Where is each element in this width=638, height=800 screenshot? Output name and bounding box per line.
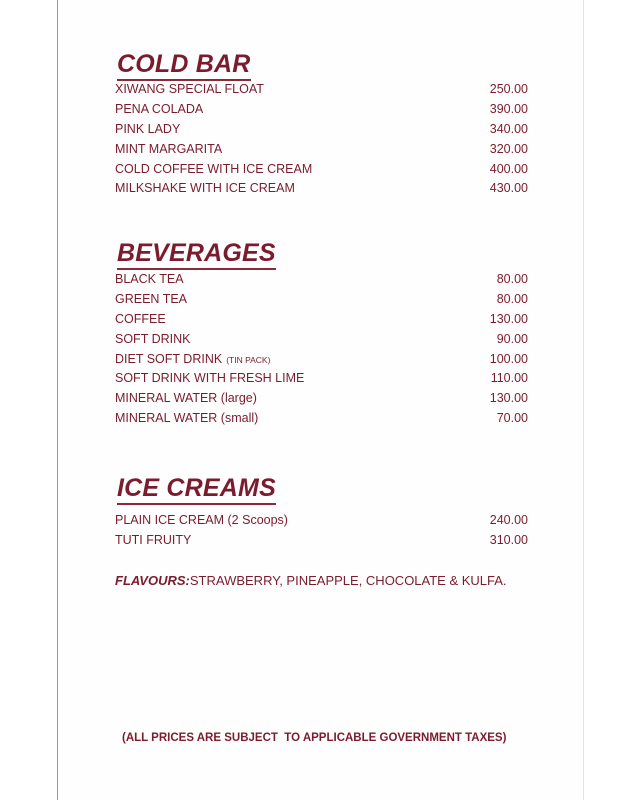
menu-item-name-text: PENA COLADA [115,101,204,116]
menu-item-name [115,100,203,120]
menu-item-price: 100.00 [489,351,528,366]
menu-item [115,290,528,310]
menu-item [115,140,528,160]
menu-item-price: 310.00 [489,532,528,547]
menu-item-name-text: COFFEE [115,311,166,326]
menu-item-name-text: DIET SOFT DRINK [115,351,223,366]
menu-item-note: (TIN PACK) [226,354,271,365]
menu-item-name [115,511,288,531]
menu-item-name [115,140,222,160]
menu-item-name-text: BLACK TEA [115,272,184,286]
menu-item-name-text: GREEN TEA [115,291,188,306]
menu-item-price: 400.00 [489,161,528,176]
flavours-label: FLAVOURS: [115,573,190,588]
menu-item [115,350,528,370]
cold-bar-list [115,80,528,199]
flavours-text: STRAWBERRY, PINEAPPLE, CHOCOLATE & KULFA. [189,573,507,588]
menu-item-name [115,270,184,290]
menu-item [115,511,528,531]
menu-item [115,100,528,120]
beverages-list [115,270,528,429]
tax-disclaimer: (ALL PRICES ARE SUBJECT TO APPLICABLE GOVERNMENT TAXES) [122,732,507,744]
menu-item-name-text: COLD COFFEE WITH ICE CREAM [115,161,313,176]
menu-item-price: 240.00 [489,513,528,527]
menu-item-price: 110.00 [490,371,528,386]
menu-item-name [115,80,264,100]
menu-item-name-text: MINT MARGARITA [115,141,223,156]
menu-item-name [115,330,190,350]
menu-item [115,409,528,429]
menu-item [115,531,528,551]
menu-item [115,310,528,330]
menu-item-name [115,120,180,140]
menu-item [115,80,528,100]
menu-item-price: 80.00 [496,291,528,306]
menu-item-name-text: PINK LADY [115,121,181,136]
menu-item-price: 70.00 [496,411,528,426]
menu-item-price: 340.00 [489,121,528,136]
menu-item-name [115,290,187,310]
menu-item-price: 320.00 [489,141,528,156]
menu-page [57,0,584,800]
menu-item-name-text: XIWANG SPECIAL FLOAT [115,82,264,96]
menu-item-name [115,531,191,551]
menu-item-name [115,179,295,199]
menu-item-price: 250.00 [489,82,528,96]
cold-bar-title: COLD BAR [117,50,251,81]
menu-item-name [115,409,258,429]
menu-item-name [115,350,270,371]
menu-item-name-text: SOFT DRINK [115,331,191,346]
menu-item-name-text: PLAIN ICE CREAM (2 Scoops) [115,513,288,527]
menu-item-name [115,389,257,409]
menu-item-price: 430.00 [489,181,528,196]
menu-item [115,120,528,140]
menu-item-name-text: MINERAL WATER (large) [115,391,257,406]
menu-item-price: 130.00 [489,391,528,406]
menu-item [115,330,528,350]
flavours-line [115,573,507,588]
ice-creams-title: ICE CREAMS [117,474,276,505]
menu-item [115,179,528,199]
menu-item-name-text: SOFT DRINK WITH FRESH LIME [115,371,305,386]
menu-item-name-text: TUTI FRUITY [115,532,192,547]
ice-creams-list [115,511,528,551]
menu-item-price: 90.00 [496,331,528,346]
menu-item-name [115,310,166,330]
menu-item-price: 130.00 [489,311,528,326]
menu-item-price: 80.00 [496,272,528,286]
menu-item-name-text: MILKSHAKE WITH ICE CREAM [115,181,295,196]
beverages-title: BEVERAGES [117,239,276,270]
menu-item [115,270,528,290]
menu-item [115,369,528,389]
menu-item-name-text: MINERAL WATER (small) [115,411,259,426]
menu-item [115,160,528,180]
menu-item-price: 390.00 [489,101,528,116]
menu-item-name [115,160,312,180]
menu-item [115,389,528,409]
menu-item-name [115,369,304,389]
